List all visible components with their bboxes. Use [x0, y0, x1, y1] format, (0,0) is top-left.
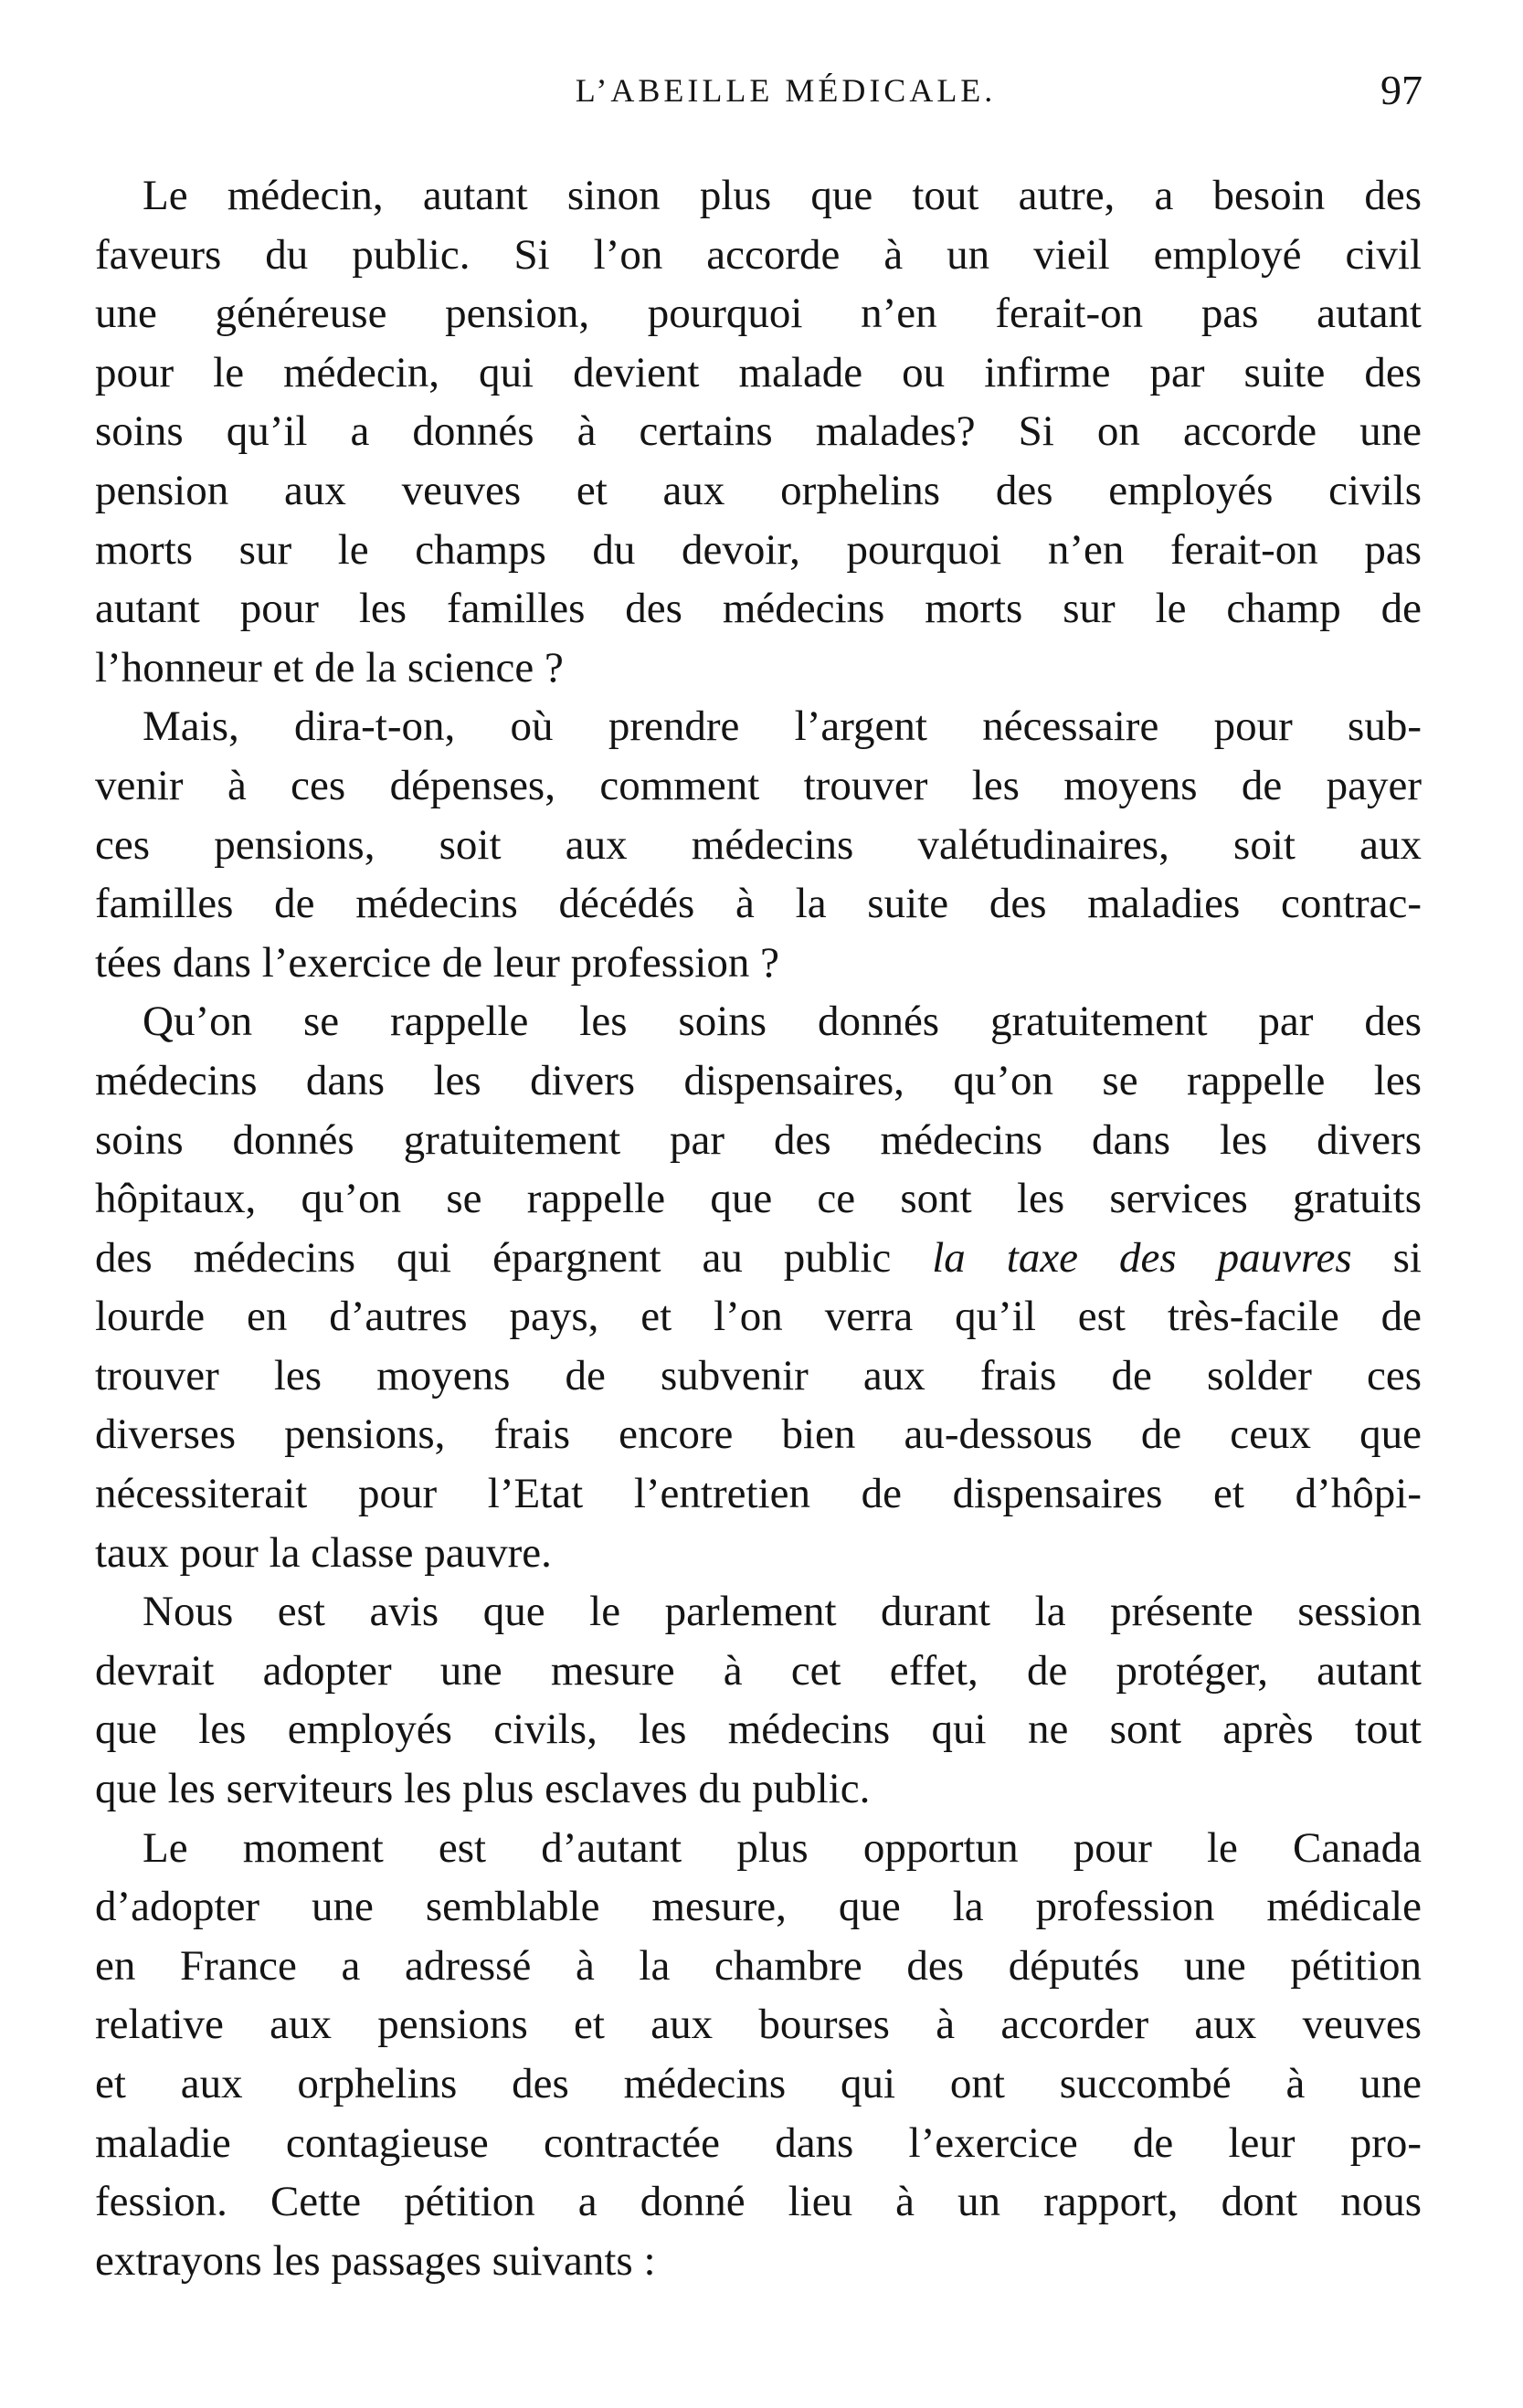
text-line: faveurs du public. Si l’on accorde à un vieil employé civil	[95, 230, 1422, 279]
text-line-with-italic	[95, 1229, 1422, 1288]
text-line: soins qu’il a donnés à certains malades? Si on accorde une	[95, 407, 1422, 456]
text-line: morts sur le champs du devoir, pourquoi n’en ferait-on pas	[95, 525, 1422, 574]
text-line: trouver les moyens de subvenir aux frais de solder ces	[95, 1351, 1422, 1399]
text-line: en France a adressé à la chambre des députés une pétition	[95, 1941, 1422, 1990]
text-line: autant pour les familles des médecins morts sur le champ de	[95, 585, 1422, 633]
text-line: Qu’on se rappelle les soins donnés gratuitement par des	[143, 998, 1422, 1046]
text-line: venir à ces dépenses, comment trouver les moyens de payer	[95, 761, 1422, 809]
text-segment: des médecins qui épargnent au public	[95, 1233, 892, 1282]
body-text	[95, 166, 1422, 2290]
text-line: que les serviteurs les plus esclaves du public.	[95, 1765, 871, 1813]
paragraph-2	[95, 697, 1422, 992]
text-line: pension aux veuves et aux orphelins des employés civils	[95, 466, 1422, 514]
text-line: relative aux pensions et aux bourses à accorder aux veuves	[95, 2001, 1422, 2049]
text-line: médecins dans les divers dispensaires, qu’on se rappelle les	[95, 1056, 1422, 1104]
text-line: Le moment est d’autant plus opportun pour le Canada	[143, 1823, 1422, 1872]
text-line: nécessiterait pour l’Etat l’entretien de dispensaires et d’hôpi-	[95, 1470, 1422, 1518]
text-line: soins donnés gratuitement par des médecins dans les divers	[95, 1115, 1422, 1164]
text-line: pour le médecin, qui devient malade ou infirme par suite des	[95, 348, 1422, 396]
paragraph-5	[95, 1819, 1422, 2291]
text-line: taux pour la classe pauvre.	[95, 1528, 552, 1577]
text-line: d’adopter une semblable mesure, que la profession médicale	[95, 1883, 1422, 1931]
running-header	[0, 67, 1523, 126]
text-line: diverses pensions, frais encore bien au-dessous de ceux que	[95, 1410, 1422, 1459]
paragraph-1	[95, 166, 1422, 697]
text-line: lourde en d’autres pays, et l’on verra qu’il est très-facile de	[95, 1293, 1422, 1341]
page-number: 97	[1380, 67, 1423, 113]
text-line: ces pensions, soit aux médecins valétudinaires, soit aux	[95, 820, 1422, 869]
text-line: tées dans l’exercice de leur profession ?	[95, 938, 780, 987]
text-line: et aux orphelins des médecins qui ont succombé à une	[95, 2060, 1422, 2107]
text-line: hôpitaux, qu’on se rappelle que ce sont les services gratuits	[95, 1175, 1422, 1223]
text-line: Le médecin, autant sinon plus que tout autre, a besoin des	[143, 172, 1422, 219]
text-line: une généreuse pension, pourquoi n’en ferait-on pas autant	[95, 290, 1422, 338]
running-title: L’ABEILLE MÉDICALE.	[575, 72, 997, 109]
text-line: fession. Cette pétition a donné lieu à un rapport, dont nous	[95, 2178, 1422, 2226]
text-line: familles de médecins décédés à la suite des maladies contrac-	[95, 880, 1422, 928]
text-line: l’honneur et de la science ?	[95, 643, 564, 692]
italic-phrase: la taxe des pauvres	[932, 1233, 1352, 1282]
text-line: maladie contagieuse contractée dans l’exercice de leur pro-	[95, 2118, 1422, 2167]
text-line: extrayons les passages suivants :	[95, 2236, 656, 2285]
text-line: devrait adopter une mesure à cet effet, de protéger, autant	[95, 1646, 1422, 1695]
paragraph-4	[95, 1582, 1422, 1818]
text-line: Nous est avis que le parlement durant la présente session	[143, 1588, 1422, 1636]
text-segment: si	[1351, 1233, 1422, 1282]
paragraph-3	[95, 992, 1422, 1582]
text-line: que les employés civils, les médecins qui ne sont après tout	[95, 1706, 1422, 1754]
text-line: Mais, dira-t-on, où prendre l’argent nécessaire pour sub-	[143, 702, 1422, 751]
